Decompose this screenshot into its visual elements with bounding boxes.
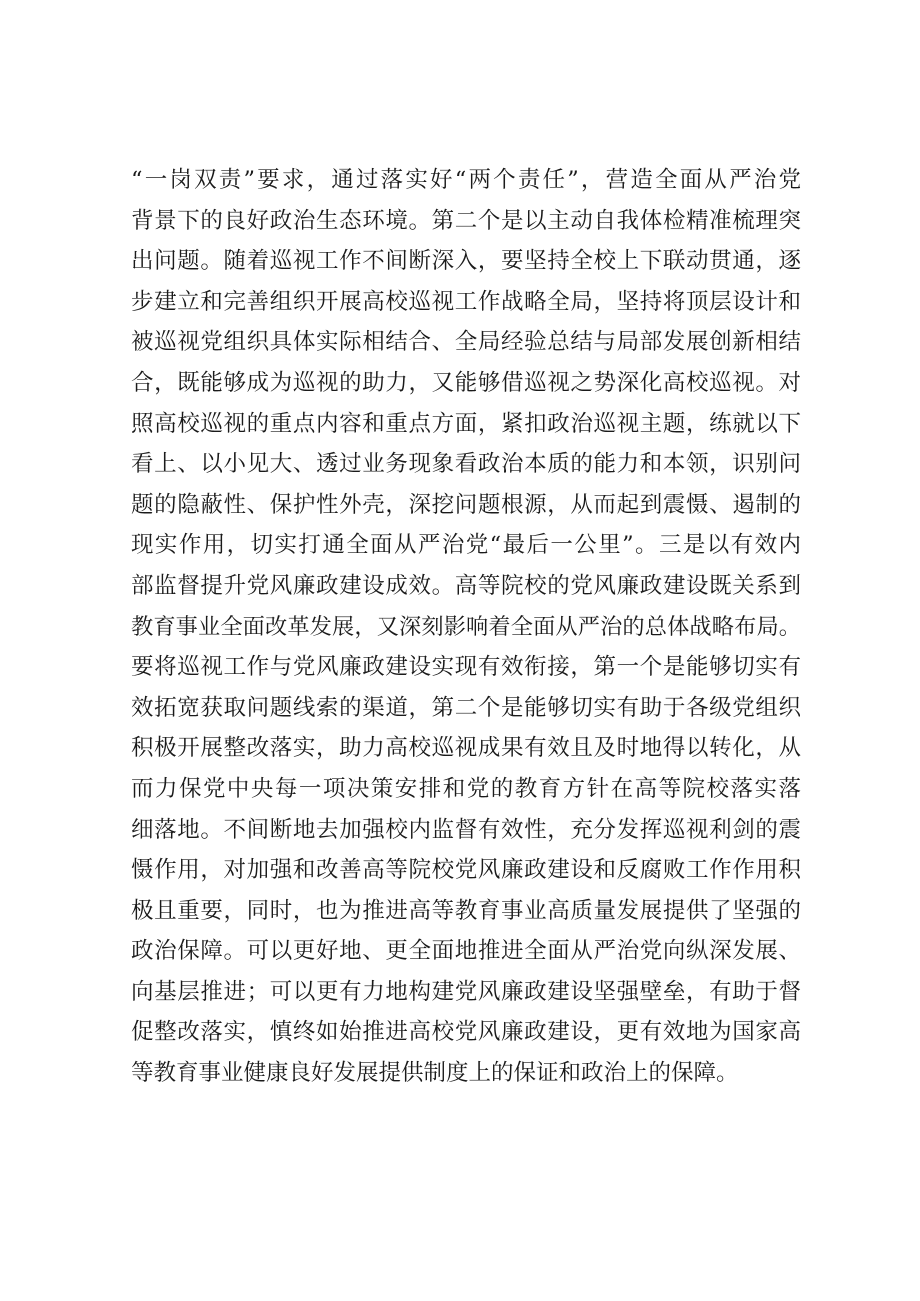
text-line: 效拓宽获取问题线索的渠道，第二个是能够切实有助于各级党组织 bbox=[131, 694, 801, 721]
text-line: 背景下的良好政治生态环境。第二个是以主动自我体检精准梳理突 bbox=[131, 207, 801, 234]
text-line: 部监督提升党风廉政建设成效。高等院校的党风廉政建设既关系到 bbox=[131, 572, 801, 599]
text-line: 向基层推进；可以更有力地构建党风廉政建设坚强壁垒，有助于督 bbox=[131, 978, 801, 1005]
text-line: 步建立和完善组织开展高校巡视工作战略全局，坚持将顶层设计和 bbox=[131, 288, 801, 315]
text-line: 合，既能够成为巡视的助力，又能够借巡视之势深化高校巡视。对 bbox=[131, 369, 801, 396]
text-line: 而力保党中央每一项决策安排和党的教育方针在高等院校落实落 bbox=[131, 775, 801, 802]
text-line: 极且重要，同时，也为推进高等教育事业高质量发展提供了坚强的 bbox=[131, 897, 801, 924]
text-line: 等教育事业健康良好发展提供制度上的保证和政治上的保障。 bbox=[131, 1060, 739, 1087]
text-line: 被巡视党组织具体实际相结合、全局经验总结与局部发展创新相结 bbox=[131, 329, 801, 356]
text-line: 现实作用，切实打通全面从严治党“最后一公里”。三是以有效内 bbox=[131, 532, 801, 559]
text-line: 积极开展整改落实，助力高校巡视成果有效且及时地得以转化，从 bbox=[131, 735, 801, 762]
body-paragraph bbox=[131, 160, 801, 1094]
text-line: 细落地。不间断地去加强校内监督有效性，充分发挥巡视利剑的震 bbox=[131, 816, 801, 843]
text-line: 促整改落实，慎终如始推进高校党风廉政建设，更有效地为国家高 bbox=[131, 1019, 801, 1046]
text-line: 出问题。随着巡视工作不间断深入，要坚持全校上下联动贯通，逐 bbox=[131, 248, 801, 275]
text-line: 教育事业全面改革发展，又深刻影响着全面从严治的总体战略布局。 bbox=[131, 613, 801, 640]
text-line: 要将巡视工作与党风廉政建设实现有效衔接，第一个是能够切实有 bbox=[131, 654, 801, 681]
text-line: 政治保障。可以更好地、更全面地推进全面从严治党向纵深发展、 bbox=[131, 938, 801, 965]
text-line: “一岗双责”要求，通过落实好“两个责任”，营造全面从严治党 bbox=[131, 167, 801, 193]
text-line: 照高校巡视的重点内容和重点方面，紧扣政治巡视主题，练就以下 bbox=[131, 410, 801, 437]
text-line: 看上、以小见大、透过业务现象看政治本质的能力和本领，识别问 bbox=[131, 451, 801, 478]
text-line: 题的隐蔽性、保护性外壳，深挖问题根源，从而起到震慑、遏制的 bbox=[131, 491, 801, 518]
text-line: 慑作用，对加强和改善高等院校党风廉政建设和反腐败工作作用积 bbox=[131, 857, 801, 884]
